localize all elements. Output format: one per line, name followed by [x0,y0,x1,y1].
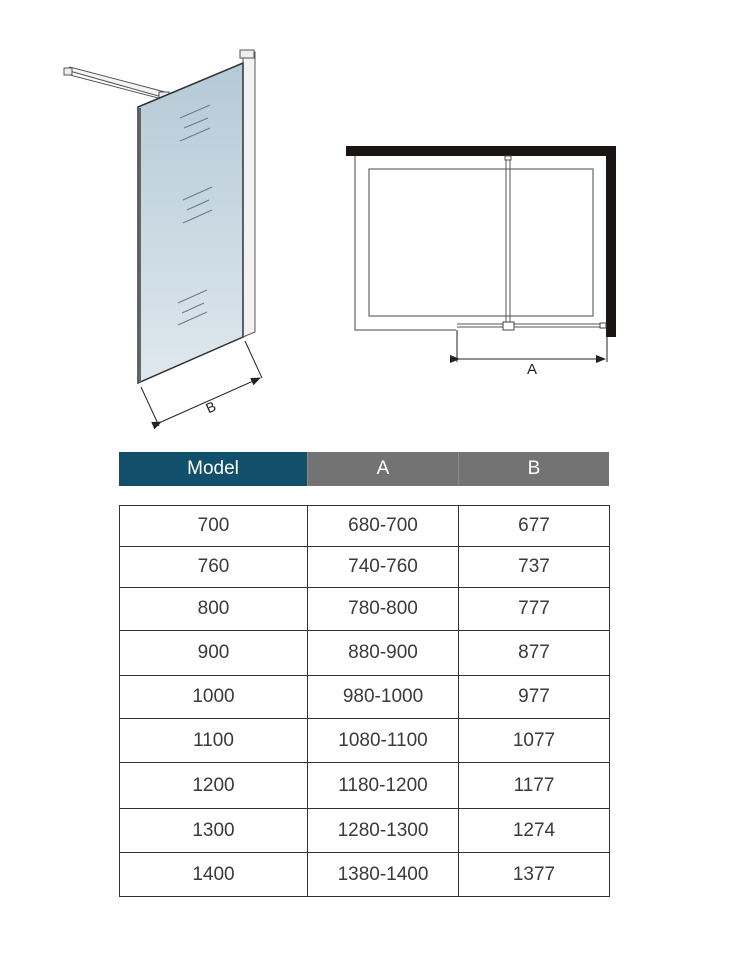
cell-a: 1280-1300 [308,809,459,853]
cell-model: 900 [120,631,308,676]
header-model: Model [119,452,307,486]
cell-model: 1300 [120,809,308,853]
header-b: B [458,452,609,486]
cell-b: 1177 [459,763,610,809]
table-header [119,452,609,486]
cell-model: 700 [120,506,308,547]
cell-b: 737 [459,547,610,588]
cell-b: 677 [459,506,610,547]
cell-a: 1080-1100 [308,719,459,763]
table-row [120,588,610,631]
table-row [120,719,610,763]
table-row [120,853,610,897]
cell-model: 1200 [120,763,308,809]
cell-a: 1180-1200 [308,763,459,809]
cell-b: 1077 [459,719,610,763]
cell-a: 740-760 [308,547,459,588]
plan-view-drawing [346,146,616,362]
cell-b: 1274 [459,809,610,853]
support-bar [64,67,169,102]
cell-model: 800 [120,588,308,631]
header-a: A [307,452,458,486]
cell-model: 1100 [120,719,308,763]
cell-a: 780-800 [308,588,459,631]
dimensions-table [119,505,610,897]
table-row [120,506,610,547]
cell-a: 880-900 [308,631,459,676]
dimension-b-label: B [203,397,219,417]
cell-model: 760 [120,547,308,588]
cell-b: 1377 [459,853,610,897]
cell-b: 977 [459,676,610,719]
table-row [120,547,610,588]
dimension-a-label: A [527,361,538,378]
cell-a: 980-1000 [308,676,459,719]
dimension-a [457,330,607,362]
table-row [120,631,610,676]
table-row [120,763,610,809]
cell-b: 777 [459,588,610,631]
cell-model: 1000 [120,676,308,719]
table-row [120,676,610,719]
table-row [120,809,610,853]
glass-panel [138,63,243,383]
cell-b: 877 [459,631,610,676]
cell-a: 680-700 [308,506,459,547]
cell-a: 1380-1400 [308,853,459,897]
cell-model: 1400 [120,853,308,897]
